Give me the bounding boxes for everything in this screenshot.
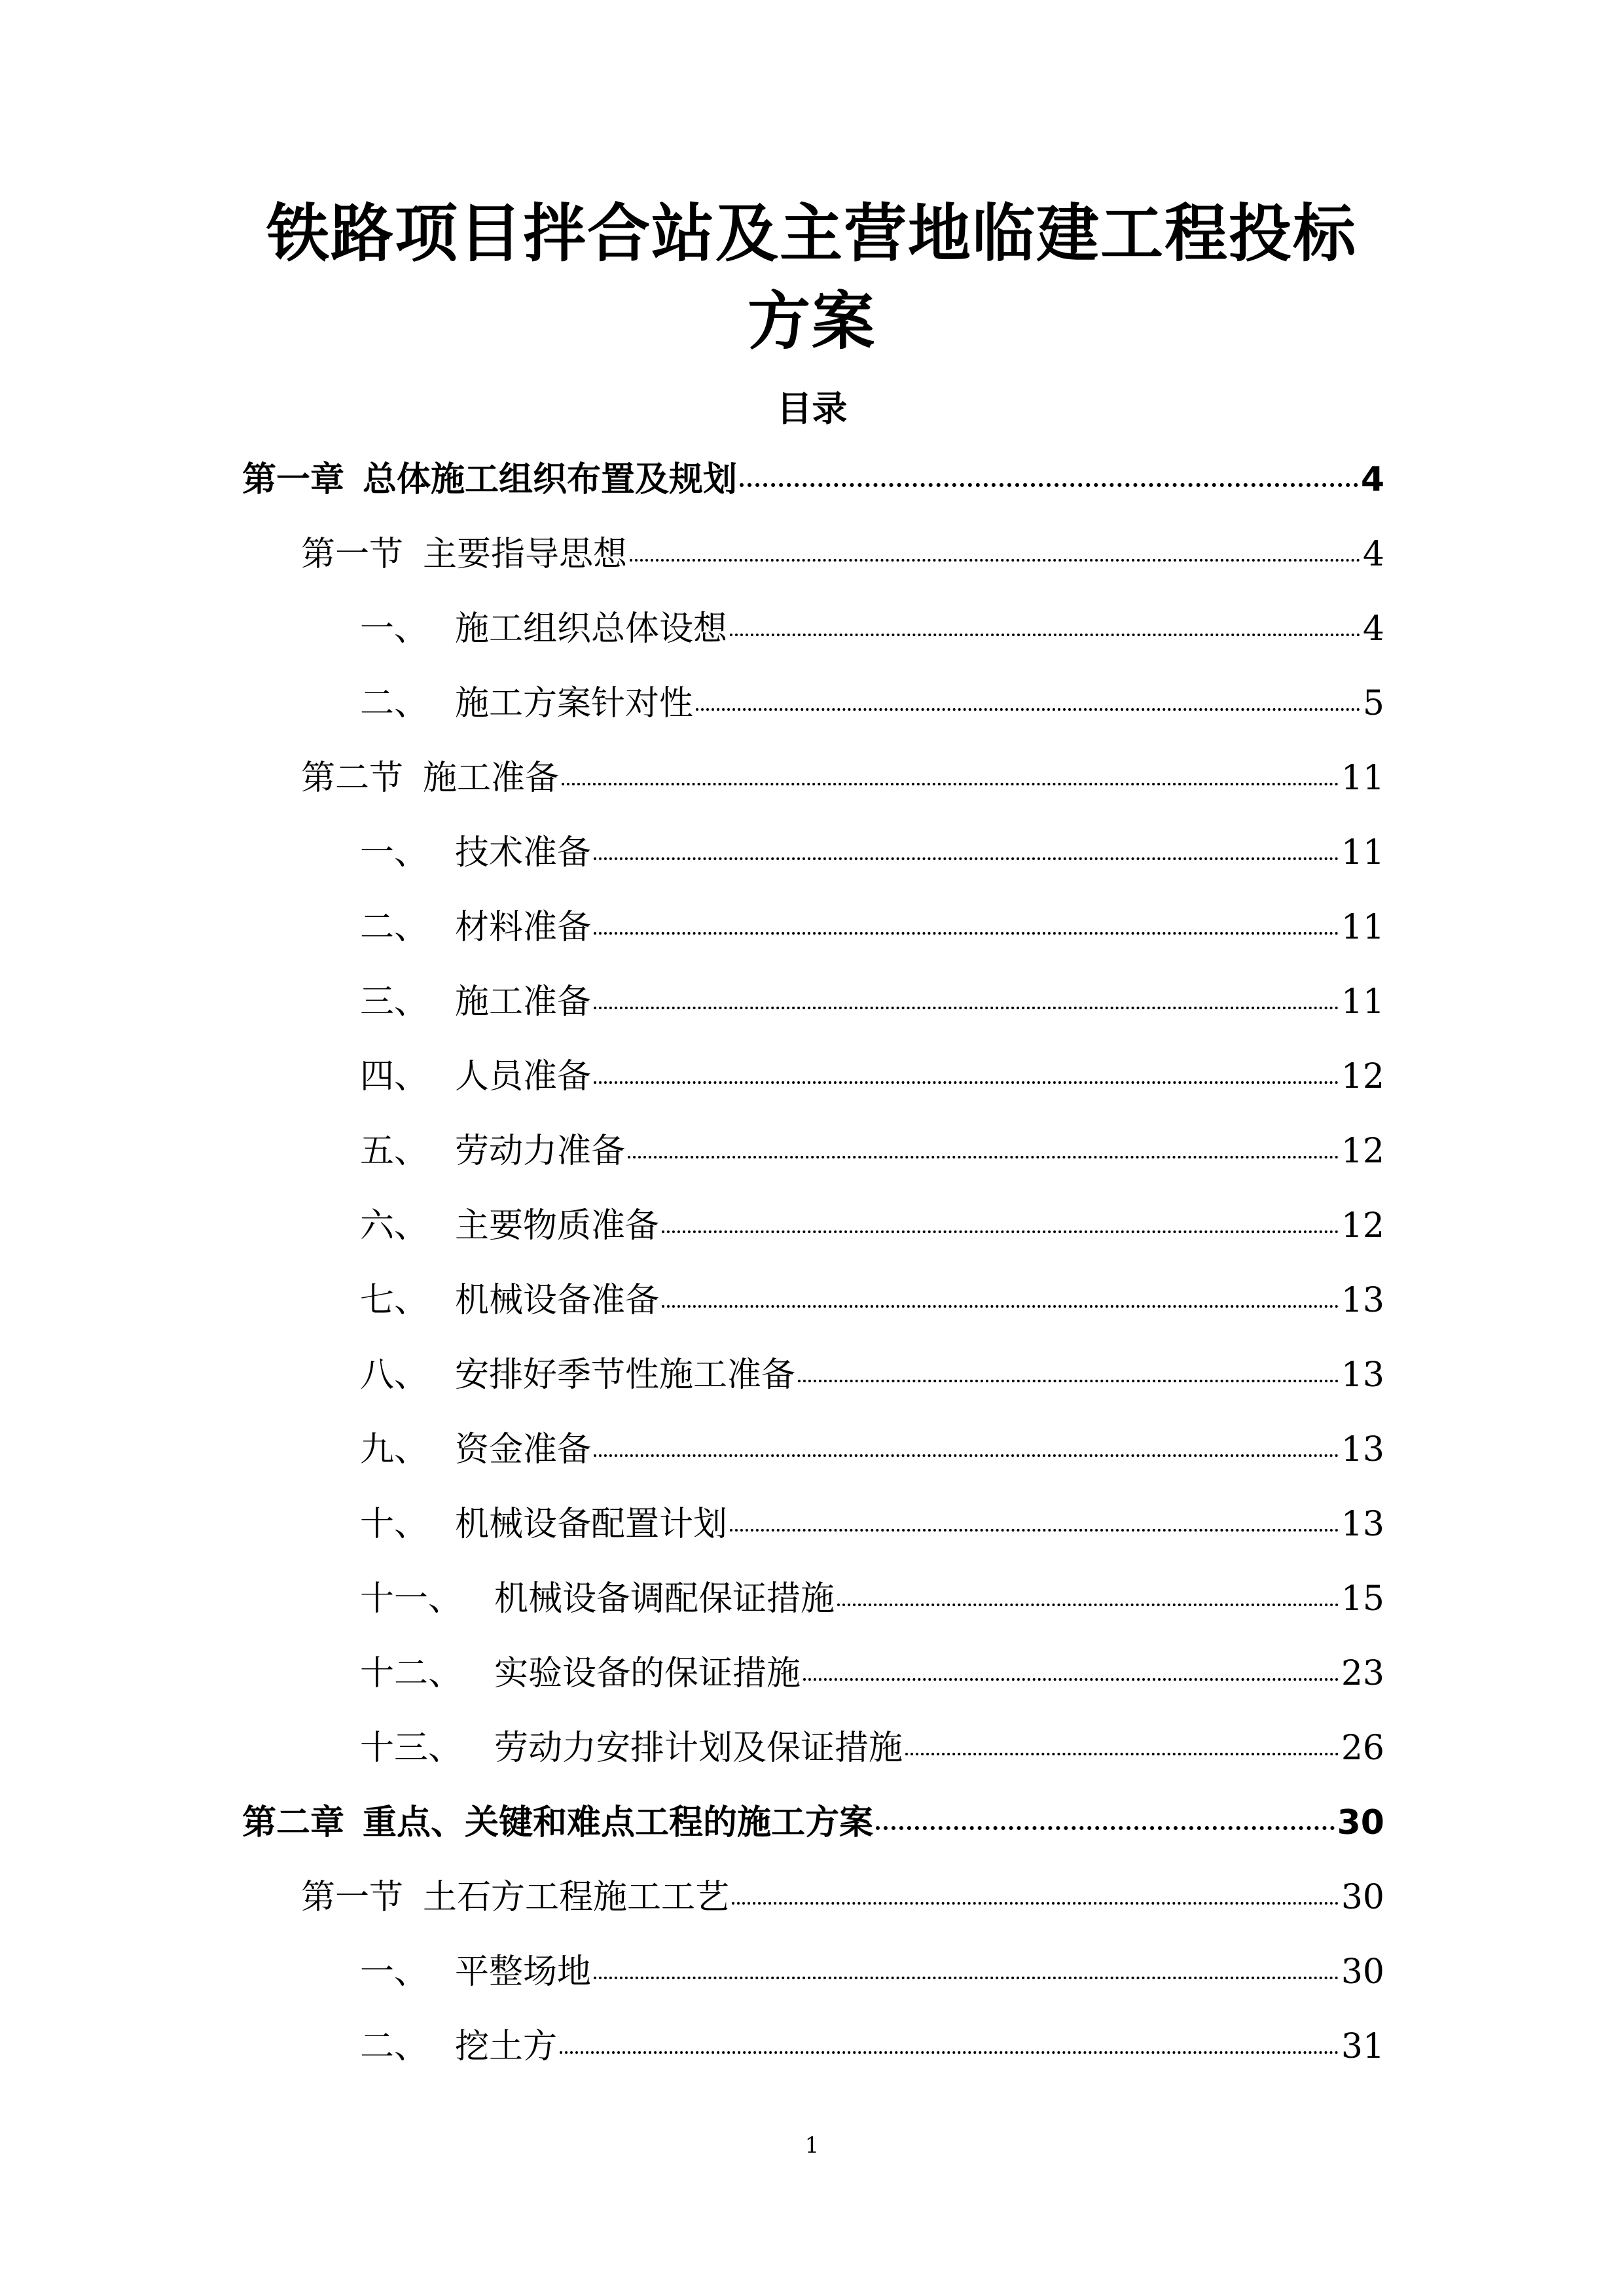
toc-entry-text: 劳动力安排计划及保证措施 (494, 1729, 903, 1768)
toc-leader-dots (730, 634, 1360, 636)
toc-entry-text: 主要物质准备 (455, 1206, 660, 1246)
page-number: 1 (804, 2132, 820, 2159)
toc-entry-text: 劳动力准备 (455, 1132, 626, 1171)
toc-leader-dots (594, 857, 1339, 860)
toc-entry-label (360, 1944, 591, 1993)
toc-entry-number: 第一节 (301, 1878, 404, 1917)
toc-entry-text: 机械设备准备 (455, 1281, 660, 1320)
toc-entry-label (242, 1795, 873, 1844)
toc-entry[interactable] (242, 1720, 1384, 1795)
toc-leader-dots (905, 1753, 1339, 1755)
toc-entry-number: 十二、 (360, 1654, 463, 1693)
toc-leader-dots (594, 1007, 1339, 1009)
toc-entry-page: 23 (1341, 1654, 1384, 1693)
toc-leader-dots (594, 1081, 1339, 1084)
toc-entry-page: 13 (1341, 1430, 1384, 1469)
toc-entry-page: 11 (1341, 982, 1384, 1022)
toc-leader-dots (740, 483, 1358, 487)
toc-entry-page: 13 (1341, 1281, 1384, 1320)
toc-leader-dots (594, 1977, 1339, 1979)
toc-entry-text: 平整场地 (455, 1952, 592, 1992)
toc-entry-text: 实验设备的保证措施 (494, 1654, 801, 1693)
toc-entry[interactable] (242, 1645, 1384, 1720)
toc-entry-label (301, 750, 559, 799)
toc-entry-number: 四、 (360, 1057, 429, 1096)
document-title: 铁路项目拌合站及主营地临建工程投标方案 (266, 197, 1357, 358)
toc-entry-number: 一、 (360, 609, 429, 649)
toc-entry-number: 第二节 (301, 759, 404, 798)
toc-entry-page: 4 (1362, 609, 1384, 649)
toc-entry[interactable] (242, 675, 1384, 750)
toc-entry-page: 31 (1341, 2027, 1384, 2066)
toc-entry[interactable] (242, 1869, 1384, 1944)
toc-entry[interactable] (242, 974, 1384, 1049)
toc-leader-dots (730, 1529, 1339, 1532)
toc-entry-number: 第一节 (301, 535, 404, 574)
toc-entry-number: 七、 (360, 1281, 429, 1320)
toc-entry-number: 十三、 (360, 1729, 463, 1768)
toc-entry[interactable] (242, 1571, 1384, 1645)
toc-entry-label (360, 974, 591, 1023)
toc-leader-dots (803, 1678, 1339, 1681)
toc-entry-number: 一、 (360, 833, 429, 872)
table-of-contents (242, 452, 1384, 2093)
toc-entry[interactable] (242, 1198, 1384, 1272)
toc-entry-page: 30 (1341, 1878, 1384, 1917)
toc-entry-number: 九、 (360, 1430, 429, 1469)
toc-entry-number: 十一、 (360, 1579, 463, 1619)
toc-entry-label (360, 1123, 625, 1172)
toc-entry[interactable] (242, 825, 1384, 899)
toc-entry-text: 安排好季节性施工准备 (455, 1355, 796, 1395)
toc-entry-page: 11 (1341, 833, 1384, 872)
toc-entry[interactable] (242, 750, 1384, 825)
toc-entry-number: 十、 (360, 1505, 429, 1544)
toc-entry-label (360, 1645, 801, 1695)
toc-entry-text: 施工准备 (423, 759, 560, 798)
toc-entry-page: 30 (1341, 1952, 1384, 1992)
toc-entry-page: 26 (1341, 1729, 1384, 1768)
toc-entry-text: 机械设备调配保证措施 (494, 1579, 835, 1619)
toc-entry-number: 第二章 (242, 1803, 345, 1842)
toc-leader-dots (628, 1156, 1339, 1158)
toc-entry[interactable] (242, 2018, 1384, 2093)
toc-entry-text: 施工准备 (455, 982, 592, 1022)
toc-entry[interactable] (242, 1123, 1384, 1198)
toc-entry-page: 13 (1341, 1505, 1384, 1544)
toc-entry[interactable] (242, 601, 1384, 675)
toc-entry-text: 资金准备 (455, 1430, 592, 1469)
toc-entry[interactable] (242, 1496, 1384, 1571)
toc-entry-page: 12 (1341, 1206, 1384, 1246)
toc-entry-number: 二、 (360, 2027, 429, 2066)
toc-leader-dots (837, 1604, 1339, 1606)
toc-entry[interactable] (242, 1049, 1384, 1123)
toc-heading: 目录 (776, 388, 848, 429)
toc-entry[interactable] (242, 1347, 1384, 1422)
toc-entry-text: 人员准备 (455, 1057, 592, 1096)
toc-entry-page: 11 (1341, 908, 1384, 947)
toc-entry-label (301, 1869, 729, 1918)
toc-leader-dots (876, 1826, 1335, 1830)
toc-entry-number: 二、 (360, 684, 429, 723)
toc-leader-dots (696, 708, 1360, 711)
toc-entry-label (242, 452, 737, 501)
toc-leader-dots (594, 932, 1339, 935)
toc-leader-dots (630, 559, 1360, 562)
toc-leader-dots (662, 1305, 1339, 1308)
toc-entry-page: 15 (1341, 1579, 1384, 1619)
toc-entry-number: 第一章 (242, 460, 345, 499)
toc-entry[interactable] (242, 452, 1384, 526)
toc-entry[interactable] (242, 1795, 1384, 1869)
toc-entry-label (360, 1198, 659, 1247)
toc-entry-number: 八、 (360, 1355, 429, 1395)
toc-entry-label (360, 899, 591, 948)
toc-entry-number: 六、 (360, 1206, 429, 1246)
toc-entry-page: 13 (1341, 1355, 1384, 1395)
toc-entry-text: 施工组织总体设想 (455, 609, 728, 649)
toc-entry-number: 一、 (360, 1952, 429, 1992)
toc-entry-label (360, 1049, 591, 1098)
toc-entry-text: 土石方工程施工工艺 (423, 1878, 730, 1917)
toc-entry[interactable] (242, 1422, 1384, 1496)
toc-entry-label (360, 1571, 835, 1620)
toc-entry-text: 总体施工组织布置及规划 (363, 460, 738, 499)
toc-entry-page: 12 (1341, 1132, 1384, 1171)
toc-entry-label (360, 1496, 727, 1545)
toc-entry-text: 技术准备 (455, 833, 592, 872)
toc-entry[interactable] (242, 526, 1384, 601)
toc-entry-text: 主要指导思想 (423, 535, 628, 574)
toc-entry-number: 二、 (360, 908, 429, 947)
toc-leader-dots (798, 1380, 1339, 1382)
toc-entry-label (360, 601, 727, 650)
toc-entry-number: 三、 (360, 982, 429, 1022)
toc-entry-page: 4 (1360, 460, 1384, 499)
toc-entry-label (360, 1720, 903, 1769)
toc-leader-dots (560, 2051, 1339, 2054)
toc-entry-text: 施工方案针对性 (455, 684, 694, 723)
toc-entry-page: 4 (1362, 535, 1384, 574)
toc-leader-dots (732, 1902, 1339, 1905)
toc-entry-number: 五、 (360, 1132, 429, 1171)
toc-entry-text: 机械设备配置计划 (455, 1505, 728, 1544)
toc-entry-label (301, 526, 627, 575)
toc-entry-page: 12 (1341, 1057, 1384, 1096)
toc-entry[interactable] (242, 1944, 1384, 2018)
toc-entry-label (360, 1422, 591, 1471)
toc-entry-label (360, 825, 591, 874)
toc-entry-page: 30 (1337, 1803, 1384, 1842)
toc-entry-page: 11 (1341, 759, 1384, 798)
toc-entry-page: 5 (1362, 684, 1384, 723)
toc-entry-text: 材料准备 (455, 908, 592, 947)
toc-leader-dots (662, 1230, 1339, 1233)
toc-entry[interactable] (242, 899, 1384, 974)
toc-leader-dots (562, 783, 1339, 785)
toc-entry-label (360, 1272, 659, 1321)
toc-entry-text: 重点、关键和难点工程的施工方案 (363, 1803, 874, 1842)
toc-entry-label (360, 675, 693, 725)
toc-entry-label (360, 1347, 795, 1396)
toc-leader-dots (594, 1454, 1339, 1457)
toc-entry[interactable] (242, 1272, 1384, 1347)
toc-entry-text: 挖土方 (455, 2027, 558, 2066)
toc-entry-label (360, 2018, 557, 2068)
